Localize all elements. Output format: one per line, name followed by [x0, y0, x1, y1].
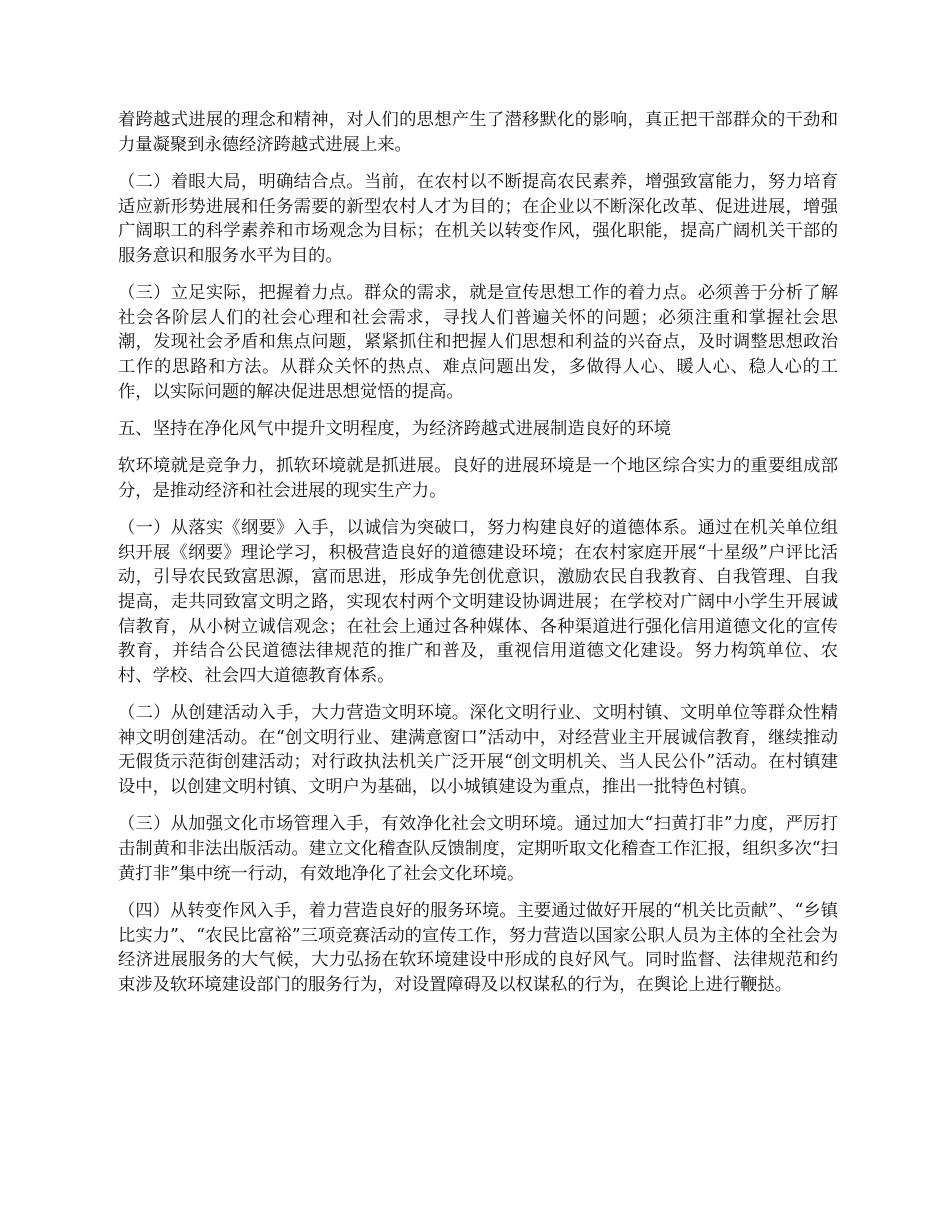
paragraph-continuation: 着跨越式进展的理念和精神，对人们的思想产生了潜移默化的影响，真正把干部群众的干劲和力量凝聚到永德经济跨越式进展上来。: [118, 110, 838, 155]
paragraph-2-creation-activities: （二）从创建活动入手，大力营造文明环境。深化文明行业、文明村镇、文明单位等群众性精神文明创建活动。在“创文明行业、建满意窗口”活动中，对经营业主开展诚信教育，继续推动无假货示范街创建活动；对行政执法机关广泛开展“创文明机关、当人民公仆”活动。在村镇建设中，以创建文明村镇、文明户为基础，以小城镇建设为重点，推出一批特色村镇。: [118, 703, 838, 798]
paragraph-4-work-style: （四）从转变作风入手，着力营造良好的服务环境。主要通过做好开展的“机关比贡献”、“乡镇比实力”、“农民比富裕”三项竞赛活动的宣传工作，努力营造以国家公职人员为主体的全社会为经济进展服务的大气候，大力弘扬在软环境建设中形成的良好风气。同时监督、法律规范和约束涉及软环境建设部门的服务行为，对设置障碍及以权谋私的行为，在舆论上进行鞭挞。: [118, 901, 838, 995]
section-heading-5: 五、坚持在净化风气中提升文明程度，为经济跨越式进展制造良好的环境: [118, 418, 672, 439]
document-body: [118, 108, 838, 1010]
paragraph-soft-environment: 软环境就是竞争力，抓软环境就是抓进展。良好的进展环境是一个地区综合实力的重要组成部分，是推动经济和社会进展的现实生产力。: [118, 456, 838, 501]
paragraph-3-cultural-market: （三）从加强文化市场管理入手，有效净化社会文明环境。通过加大“扫黄打非”力度，严厉打击制黄和非法出版活动。建立文化稽查队反馈制度，定期听取文化稽查工作汇报，组织多次“扫黄打非”集中统一行动，有效地净化了社会文化环境。: [118, 814, 838, 884]
paragraph-3-practical-focus: （三）立足实际，把握着力点。群众的需求，就是宣传思想工作的着力点。必须善于分析了解社会各阶层人们的社会心理和社会需求，寻找人们普遍关怀的问题；必须注重和掌握社会思潮，发现社会矛盾和焦点问题，紧紧抓住和把握人们思想和利益的兴奋点，及时调整思想政治工作的思路和方法。从群众关怀的热点、难点问题出发，多做得人心、暖人心、稳人心的工作，以实际问题的解决促进思想觉悟的提高。: [118, 283, 838, 402]
paragraph-2-overall-situation: （二）着眼大局，明确结合点。当前，在农村以不断提高农民素养，增强致富能力，努力培育适应新形势进展和任务需要的新型农村人才为目的；在企业以不断深化改革、促进进展，增强广阔职工的科学素养和市场观念为目标；在机关以转变作风，强化职能，提高广阔机关干部的服务意识和服务水平为目的。: [118, 171, 838, 266]
paragraph-1-outline-integrity: （一）从落实《纲要》入手，以诚信为突破口，努力构建良好的道德体系。通过在机关单位组织开展《纲要》理论学习，积极营造良好的道德建设环境；在农村家庭开展“十星级”户评比活动，引导农民致富思源，富而思进，形成争先创优意识，激励农民自我教育、自我管理、自我提高，走共同致富文明之路，实现农村两个文明建设协调进展；在学校对广阔中小学生开展诚信教育，从小树立诚信观念；在社会上通过各种媒体、各种渠道进行强化信用道德文化的宣传教育，并结合公民道德法律规范的推广和普及，重视信用道德文化建设。努力构筑单位、农村、学校、社会四大道德教育体系。: [118, 518, 838, 686]
